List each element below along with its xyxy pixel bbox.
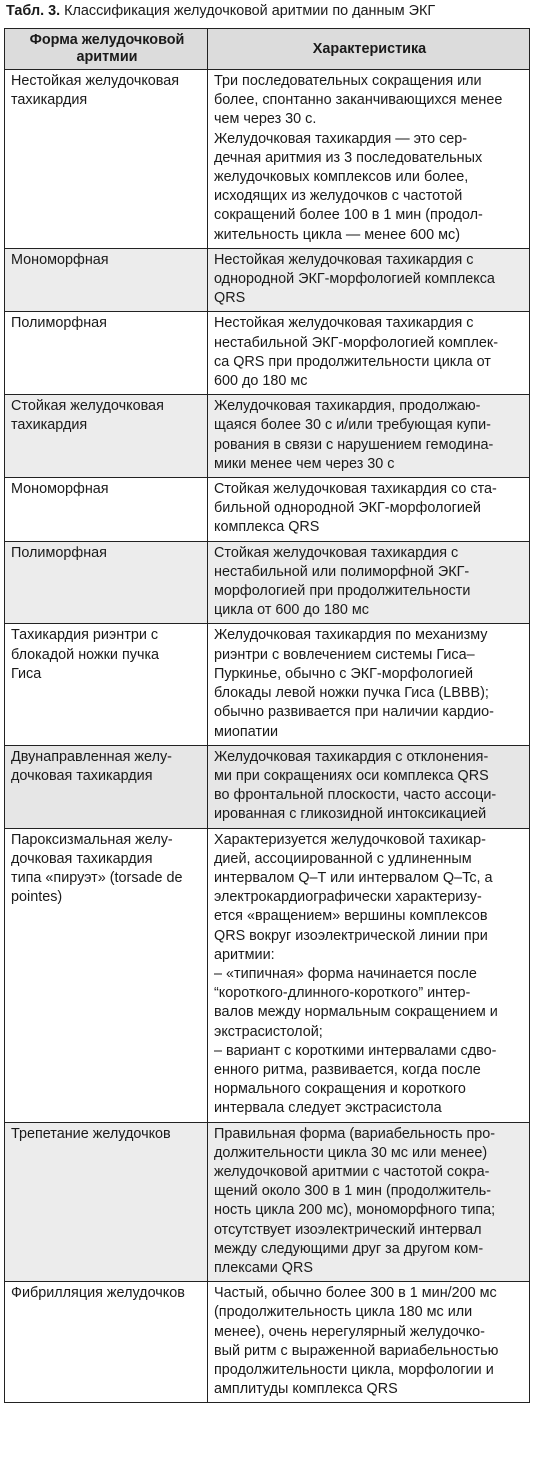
table-row <box>5 541 530 624</box>
description-cell: Нестойкая желудочковая тахикардия с однородной ЭКГ-морфологией комплекса QRS <box>208 248 530 312</box>
form-cell: Двунаправленная желу- дочковая тахикардия <box>5 745 208 828</box>
form-cell: Фибрилляция желудочков <box>5 1282 208 1403</box>
description-cell: Нестойкая желудочковая тахикардия с нестабильной ЭКГ-морфологией комплек- са QRS при продолжительности цикла от 600 до 180 мс <box>208 312 530 395</box>
table-number: Табл. 3. <box>6 3 61 19</box>
description-cell: Стойкая желудочковая тахикардия со ста- бильной однородной ЭКГ-морфологией комплекса QRS <box>208 478 530 542</box>
description-cell: Желудочковая тахикардия с отклонения- ми при сокращениях оси комплекса QRS во фронтальной плоскости, часто ассоци- ированная с гликозидной интоксикацией <box>208 745 530 828</box>
description-cell: Характеризуется желудочковой тахикар- дией, ассоциированной с удлиненным интервалом Q–T или интервалом Q–Tc, а электрокардиографически характеризу- ется «вращением» вершины комплексов QRS вокруг изоэлектрической линии при аритмии: – «типичная» форма начинается после “короткого-длинного-короткого” интер- валов между нормальным сокращением и экстрасистолой; – вариант с короткими интервалами сдво- енного ритма, развивается, когда после нормального сокращения и короткого интервала следует экстрасистола <box>208 828 530 1122</box>
form-cell: Тахикардия риэнтри с блокадой ножки пучка Гиса <box>5 624 208 745</box>
form-cell: Полиморфная <box>5 312 208 395</box>
table-row <box>5 395 530 478</box>
form-cell: Стойкая желудочковая тахикардия <box>5 395 208 478</box>
table-row <box>5 70 530 249</box>
form-cell: Нестойкая желудочковая тахикардия <box>5 70 208 249</box>
table-row <box>5 1122 530 1282</box>
form-cell: Пароксизмальная желу- дочковая тахикардия типа «пируэт» (torsade de pointes) <box>5 828 208 1122</box>
form-cell: Мономорфная <box>5 248 208 312</box>
form-cell: Полиморфная <box>5 541 208 624</box>
description-cell: Желудочковая тахикардия, продолжаю- щаяся более 30 с и/или требующая купи- рования в связи с нарушением гемодина- мики менее чем через 30 с <box>208 395 530 478</box>
form-cell: Трепетание желудочков <box>5 1122 208 1282</box>
table-title: Классификация желудочковой аритмии по данным ЭКГ <box>60 3 436 19</box>
description-cell: Частый, обычно более 300 в 1 мин/200 мс (продолжительность цикла 180 мс или менее), очень нерегулярный желудочко- вый ритм с выраженной вариабельностью продолжительности цикла, морфологии и амплитуды комплекса QRS <box>208 1282 530 1403</box>
table-row <box>5 312 530 395</box>
table-row <box>5 828 530 1122</box>
header-form: Форма желудочковой аритмии <box>5 29 208 70</box>
description-cell: Желудочковая тахикардия по механизму риэнтри с вовлечением системы Гиса– Пуркинье, обычно с ЭКГ-морфологией блокады левой ножки пучка Гиса (LBBB); обычно развивается при наличии кардио- миопатии <box>208 624 530 745</box>
table-caption <box>6 2 529 21</box>
description-cell: Три последовательных сокращения или более, спонтанно заканчивающихся менее чем через 30 с. Желудочковая тахикардия — это сер- дечная аритмия из 3 последовательных желудочковых комплексов или более, исходящих из желудочков с частотой сокращений более 100 в 1 мин (продол- жительность цикла — менее 600 мс) <box>208 70 530 249</box>
form-cell: Мономорфная <box>5 478 208 542</box>
header-characteristic: Характеристика <box>208 29 530 70</box>
table-row <box>5 745 530 828</box>
table-row <box>5 478 530 542</box>
arrhythmia-classification-table <box>4 28 530 1403</box>
header-row <box>5 29 530 70</box>
table-row <box>5 624 530 745</box>
table-row <box>5 1282 530 1403</box>
table-row <box>5 248 530 312</box>
description-cell: Правильная форма (вариабельность про- должительности цикла 30 мс или менее) желудочковой аритмии с частотой сокра- щений около 300 в 1 мин (продолжитель- ность цикла 200 мс), мономорфного типа; отсутствует изоэлектрический интервал между следующими друг за другом ком- плексами QRS <box>208 1122 530 1282</box>
description-cell: Стойкая желудочковая тахикардия с нестабильной или полиморфной ЭКГ- морфологией при продолжительности цикла от 600 до 180 мс <box>208 541 530 624</box>
